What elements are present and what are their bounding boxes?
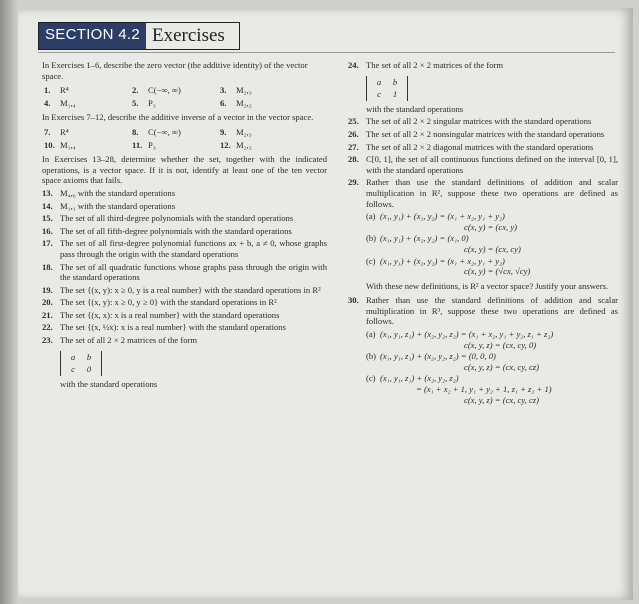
exercise-item: 11. P₃ (132, 139, 156, 150)
exercise-29-question: With these new definitions, is R² a vector space? Justify your answers. (366, 280, 609, 291)
matrix-23: a b c 0 (60, 351, 102, 376)
exercise-item: 16. The set of all fifth-degree polynomials with the standard operations (42, 225, 292, 236)
exercise-item: 28. C[0, 1], the set of all continuous functions defined on the interval [0, 1], with the standard operations (348, 154, 618, 175)
section-title: Exercises (152, 25, 225, 46)
exercise-item: 1. R⁴ (44, 85, 69, 96)
exercise-item: 26. The set of all 2 × 2 nonsingular matrices with the standard operations (348, 128, 605, 139)
exercise-item: 19. The set {(x, y): x ≥ 0, y is a real number} with the standard operations in R² (42, 284, 321, 295)
op-part: (c) (x₁, y₁, z₁) + (x₂, y₂, z₂) = (x₁ + x₂ + 1, y₁ + y₂ + 1, z₁ + z₂ + 1) c(x, y, z) = (cx, cy, cz) (366, 373, 552, 405)
section-label: SECTION 4.2 (39, 23, 146, 49)
exercise-item: 20. The set {(x, y): x ≥ 0, y ≥ 0} with the standard operations in R² (42, 297, 277, 308)
exercise-item: 15. The set of all third-degree polynomials with the standard operations (42, 213, 294, 224)
exercise-item: 4. M₁,₄ (44, 97, 76, 108)
header-rule (38, 52, 615, 53)
exercise-item: 8. C(−∞, ∞) (132, 126, 181, 137)
exercise-item: 21. The set {(x, x): x is a real number} with the standard operations (42, 309, 280, 320)
exercise-24-tail: with the standard operations (366, 103, 464, 114)
instructions-7-12: In Exercises 7–12, describe the additive inverse of a vector in the vector space. (42, 112, 314, 123)
exercise-item: 13. M₄,₆ with the standard operations (42, 187, 176, 198)
exercise-item: 12. M₂,₂ (220, 139, 252, 150)
exercise-23-tail: with the standard operations (60, 378, 158, 389)
exercise-item: 7. R⁴ (44, 126, 69, 137)
exercise-item: 6. M₂,₂ (220, 97, 252, 108)
exercise-item: 5. P₃ (132, 97, 156, 108)
section-header (38, 22, 240, 50)
op-part: (b) (x₁, y₁) + (x₂, y₂) = (x₁, 0) c(x, y) = (cx, cy) (366, 233, 521, 254)
exercise-item: 30. Rather than use the standard definitions of addition and scalar multiplication in R³, suppose these two operations are defined as follows. (348, 295, 618, 327)
exercise-item: 17. The set of all first-degree polynomial functions ax + b, a ≠ 0, whose graphs pass through the origin with the standard operations (42, 238, 327, 259)
exercise-item: 10. M₁,₄ (44, 139, 76, 150)
left-column (42, 60, 327, 391)
exercise-item: 27. The set of all 2 × 2 diagonal matrices with the standard operations (348, 141, 594, 152)
op-part: (a) (x₁, y₁) + (x₂, y₂) = (x₁ + x₂, y₁ + y₂) c(x, y) = (cx, y) (366, 211, 518, 232)
matrix-24: a b c 1 (366, 76, 408, 101)
exercise-item: 24. The set of all 2 × 2 matrices of the form (348, 60, 504, 70)
textbook-page (18, 8, 633, 600)
instructions-13-28: In Exercises 13–28, determine whether the set, together with the indicated operations, is a vector space. If it is not, identify at least one of the ten vector space axioms that fails. (42, 154, 327, 186)
exercise-item: 2. C(−∞, ∞) (132, 85, 181, 96)
exercise-item: 23. The set of all 2 × 2 matrices of the form (42, 335, 198, 346)
exercise-item: 14. M₁,₁ with the standard operations (42, 200, 176, 211)
exercise-item: 29. Rather than use the standard definitions of addition and scalar multiplication in R², suppose these two operations are defined as follows. (348, 177, 618, 209)
right-column (348, 60, 618, 406)
op-part: (c) (x₁, y₁) + (x₂, y₂) = (x₁ + x₂, y₁ + y₂) c(x, y) = (√cx, √cy) (366, 255, 531, 277)
exercise-grid-1-6 (42, 85, 327, 108)
op-part: (b) (x₁, y₁, z₁) + (x₂, y₂, z₂) = (0, 0, 0) c(x, y, z) = (cx, cy, cz) (366, 351, 539, 372)
exercise-item: 9. M₂,₃ (220, 126, 252, 137)
exercise-item: 3. M₂,₃ (220, 85, 252, 96)
op-part: (a) (x₁, y₁, z₁) + (x₂, y₂, z₂) = (x₁ + x₂, y₁ + y₂, z₁ + z₂) c(x, y, z) = (cx, cy, 0) (366, 329, 554, 350)
page-edge-shadow (0, 0, 18, 604)
instructions-1-6: In Exercises 1–6, describe the zero vector (the additive identity) of the vector space. (42, 60, 308, 81)
exercise-item: 22. The set {(x, ½x): x is a real number} with the standard operations (42, 322, 286, 333)
exercise-item: 25. The set of all 2 × 2 singular matrices with the standard operations (348, 116, 592, 127)
exercise-item: 18. The set of all quadratic functions whose graphs pass through the origin with the standard operations (42, 261, 327, 283)
exercise-grid-7-12 (42, 127, 327, 150)
